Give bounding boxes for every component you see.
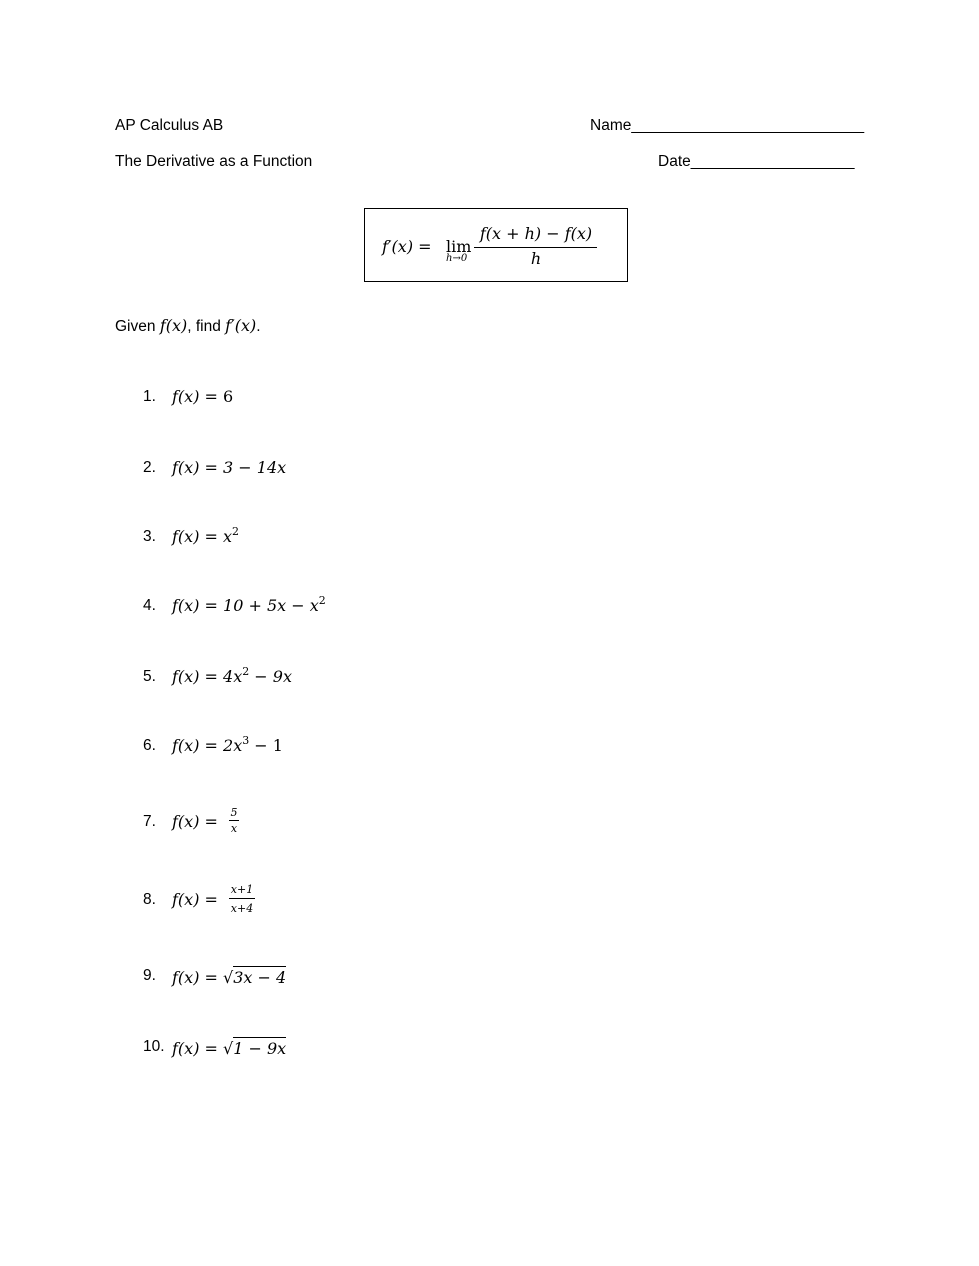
instructions-given: Given [115, 318, 160, 335]
problem-8-number: 8. [143, 891, 156, 908]
problem-4-number: 4. [143, 597, 156, 614]
problem-8-numerator: x+1 [230, 883, 254, 896]
problem-6-lhs: f(x) = [172, 736, 224, 755]
problem-7-numerator: 5 [230, 806, 238, 819]
name-field[interactable]: Name___________________________ [590, 117, 865, 134]
problem-4-rhs: 10 + 5x − x [223, 596, 319, 615]
definition-lhs: f′(x) = [382, 237, 432, 256]
instructions-fpx: f′(x) [225, 316, 257, 335]
instructions-find: , find [187, 318, 226, 335]
problem-9-equation [172, 966, 286, 987]
problem-5-exponent: 2 [242, 665, 250, 678]
problem-4-exponent: 2 [318, 594, 326, 607]
problem-3-number: 3. [143, 528, 156, 545]
problem-1-equation [172, 387, 233, 406]
limit-subscript: h→0 [446, 253, 468, 264]
problem-2-lhs: f(x) = [172, 458, 224, 477]
problem-8-equation [172, 890, 218, 909]
instructions-end: . [256, 318, 261, 335]
problem-1-lhs: f(x) = [172, 387, 224, 406]
problem-4-equation [172, 596, 326, 615]
problem-10-lhs: f(x) = [172, 1039, 224, 1058]
problem-3-equation [172, 527, 239, 546]
problem-9-lhs: f(x) = [172, 968, 224, 987]
problem-9-radicand: 3x − 4 [233, 968, 287, 987]
problem-6-term-a: 2x [223, 736, 243, 755]
worksheet-topic: The Derivative as a Function [115, 153, 313, 170]
instructions-fx: f(x) [159, 316, 188, 335]
course-title: AP Calculus AB [115, 117, 224, 134]
problem-5-lhs: f(x) = [172, 667, 224, 686]
problem-8-denominator: x+4 [230, 902, 254, 915]
problem-7-lhs: f(x) = [172, 812, 218, 831]
problem-10-radicand: 1 − 9x [233, 1039, 287, 1058]
problem-5-term-b: − 9x [249, 667, 292, 686]
problem-2-equation [172, 458, 286, 477]
problem-9-radical: √ [223, 968, 234, 987]
definition-numerator: f(x + h) − f(x) [479, 224, 593, 243]
problem-6-equation [172, 736, 283, 755]
problem-7-number: 7. [143, 813, 156, 830]
problem-6-exponent: 3 [242, 734, 250, 747]
problem-5-equation [172, 667, 292, 686]
instructions [115, 316, 261, 336]
derivative-definition-box [364, 208, 628, 282]
problem-3-base: x [223, 527, 233, 546]
problem-7-denominator: x [230, 822, 238, 835]
problem-8-fraction-bar [229, 898, 255, 899]
definition-denominator: h [530, 249, 542, 268]
problem-7-equation [172, 812, 218, 831]
problem-7-fraction-bar [229, 820, 239, 821]
problem-8-lhs: f(x) = [172, 890, 218, 909]
problem-2-number: 2. [143, 459, 156, 476]
limit-word: lim [446, 237, 472, 256]
problem-5-number: 5. [143, 668, 156, 685]
definition-fraction-bar [474, 247, 597, 248]
problem-9-number: 9. [143, 967, 156, 984]
problem-1-number: 1. [143, 388, 156, 405]
problem-4-lhs: f(x) = [172, 596, 224, 615]
problem-6-number: 6. [143, 737, 156, 754]
problem-10-number: 10. [143, 1038, 165, 1055]
problem-5-term-a: 4x [223, 667, 243, 686]
problem-2-rhs: 3 − 14x [223, 458, 287, 477]
problem-10-equation [172, 1037, 286, 1058]
problem-3-lhs: f(x) = [172, 527, 224, 546]
problem-3-exponent: 2 [232, 525, 240, 538]
date-field[interactable]: Date___________________ [658, 153, 855, 170]
problem-1-rhs: 6 [223, 387, 234, 406]
problem-6-term-b: − 1 [249, 736, 283, 755]
problem-10-radical: √ [223, 1039, 234, 1058]
